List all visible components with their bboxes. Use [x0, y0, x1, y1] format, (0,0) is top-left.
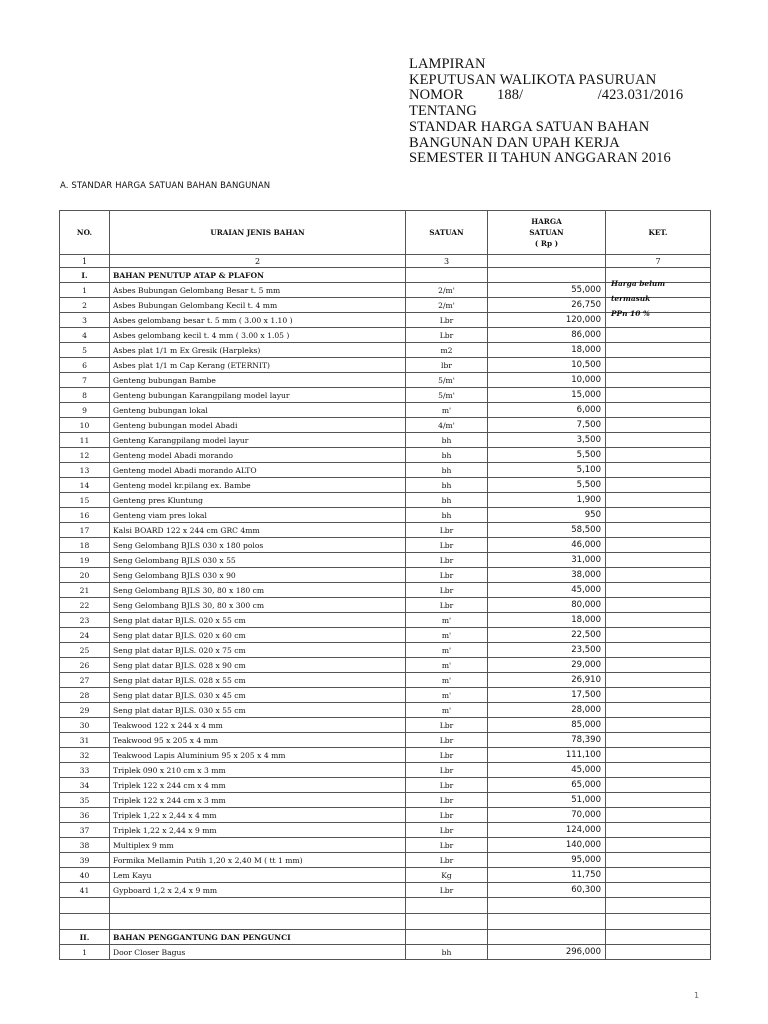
row-harga: 3,500 [488, 433, 606, 448]
table-row [60, 793, 711, 808]
table-row [60, 658, 711, 673]
row-uraian: Teakwood Lapis Aluminium 95 x 205 x 4 mm [110, 748, 406, 763]
row-harga: 5,100 [488, 463, 606, 478]
row-ket [606, 718, 711, 733]
row-harga: 6,000 [488, 403, 606, 418]
row-uraian: Asbes gelombang kecil t. 4 mm ( 3.00 x 1.05 ) [110, 328, 406, 343]
row-uraian: Seng Gelombang BJLS 30, 80 x 300 cm [110, 598, 406, 613]
row-ket [606, 748, 711, 763]
empty-cell [110, 914, 406, 930]
table-row [60, 748, 711, 763]
row-uraian: Triplek 1,22 x 2,44 x 4 mm [110, 808, 406, 823]
row-ket [606, 538, 711, 553]
header-line: NOMOR 188/ /423.031/2016 [409, 87, 684, 104]
table-row [60, 508, 711, 523]
row-no: 19 [60, 553, 110, 568]
row-satuan: bh [406, 493, 488, 508]
table-row [60, 403, 711, 418]
header-line: KEPUTUSAN WALIKOTA PASURUAN [409, 71, 657, 88]
row-harga: 45,000 [488, 763, 606, 778]
row-no: 37 [60, 823, 110, 838]
row-satuan: Lbr [406, 778, 488, 793]
row-ket [606, 373, 711, 388]
row-ket [606, 478, 711, 493]
row-harga: 10,000 [488, 373, 606, 388]
row-no: 20 [60, 568, 110, 583]
row-harga: 18,000 [488, 613, 606, 628]
table-row [60, 733, 711, 748]
row-ket [606, 688, 711, 703]
row-harga: 22,500 [488, 628, 606, 643]
row-uraian: Triplek 122 x 244 cm x 4 mm [110, 778, 406, 793]
header-satuan: SATUAN [406, 211, 488, 255]
row-no: 8 [60, 388, 110, 403]
table-row [60, 688, 711, 703]
row-harga: 140,000 [488, 838, 606, 853]
row-harga: 58,500 [488, 523, 606, 538]
row-no: 27 [60, 673, 110, 688]
row-no: 13 [60, 463, 110, 478]
ket-note-line: termasuk [611, 294, 651, 303]
row-ket [606, 658, 711, 673]
price-table [59, 210, 711, 960]
header-line: BANGUNAN DAN UPAH KERJA [409, 134, 620, 151]
row-ket [606, 583, 711, 598]
header-line: STANDAR HARGA SATUAN BAHAN [409, 118, 650, 135]
section-a-title: A. STANDAR HARGA SATUAN BAHAN BANGUNAN [60, 181, 271, 191]
row-no: 32 [60, 748, 110, 763]
row-no: 1 [60, 283, 110, 298]
table-row [60, 433, 711, 448]
table-row [60, 478, 711, 493]
table-row [60, 343, 711, 358]
row-ket [606, 598, 711, 613]
empty-cell [406, 268, 488, 283]
row-satuan: 4/m' [406, 418, 488, 433]
row-no: 33 [60, 763, 110, 778]
table-row [60, 868, 711, 883]
row-uraian: Asbes Bubungan Gelombang Besar t. 5 mm [110, 283, 406, 298]
row-uraian: Multiplex 9 mm [110, 838, 406, 853]
row-ket [606, 418, 711, 433]
row-no: 1 [60, 945, 110, 960]
table-row [60, 463, 711, 478]
row-ket [606, 613, 711, 628]
row-harga: 55,000 [488, 283, 606, 298]
document-header [409, 57, 729, 167]
row-no: 39 [60, 853, 110, 868]
table-row [60, 945, 711, 960]
row-satuan: Lbr [406, 808, 488, 823]
row-satuan: Lbr [406, 568, 488, 583]
row-satuan: 5/m' [406, 388, 488, 403]
row-satuan: m' [406, 643, 488, 658]
section-title: BAHAN PENGGANTUNG DAN PENGUNCI [110, 930, 406, 945]
table-row [60, 538, 711, 553]
row-no: 17 [60, 523, 110, 538]
table-row [60, 448, 711, 463]
table-row [60, 568, 711, 583]
row-ket [606, 868, 711, 883]
row-uraian: Seng Gelombang BJLS 030 x 55 [110, 553, 406, 568]
row-satuan: Lbr [406, 553, 488, 568]
row-satuan: lbr [406, 358, 488, 373]
row-satuan: Lbr [406, 763, 488, 778]
row-uraian: Seng plat datar BJLS. 028 x 90 cm [110, 658, 406, 673]
row-satuan: Lbr [406, 583, 488, 598]
row-satuan: m' [406, 628, 488, 643]
row-satuan: m2 [406, 343, 488, 358]
row-uraian: Genteng bubungan Karangpilang model layur [110, 388, 406, 403]
row-satuan: m' [406, 673, 488, 688]
row-no: 3 [60, 313, 110, 328]
row-uraian: Triplek 122 x 244 cm x 3 mm [110, 793, 406, 808]
row-harga: 11,750 [488, 868, 606, 883]
row-uraian: Genteng model Abadi morando [110, 448, 406, 463]
row-harga: 28,000 [488, 703, 606, 718]
row-no: 18 [60, 538, 110, 553]
table-row [60, 643, 711, 658]
header-ket: KET. [606, 211, 711, 255]
row-ket [606, 433, 711, 448]
row-uraian: Asbes gelombang besar t. 5 mm ( 3.00 x 1.10 ) [110, 313, 406, 328]
row-uraian: Genteng pres Kluntung [110, 493, 406, 508]
row-uraian: Seng plat datar BJLS. 020 x 55 cm [110, 613, 406, 628]
ket-note [611, 276, 707, 321]
row-uraian: Genteng viam pres lokal [110, 508, 406, 523]
empty-cell [488, 268, 606, 283]
table-row [60, 388, 711, 403]
row-satuan: 2/m' [406, 283, 488, 298]
table-row [60, 598, 711, 613]
row-harga: 46,000 [488, 538, 606, 553]
row-uraian: Seng Gelombang BJLS 30, 80 x 180 cm [110, 583, 406, 598]
row-no: 34 [60, 778, 110, 793]
ket-note-line: Harga belum [611, 279, 666, 288]
row-uraian: Seng Gelombang BJLS 030 x 180 polos [110, 538, 406, 553]
row-satuan: m' [406, 688, 488, 703]
row-satuan: Lbr [406, 838, 488, 853]
table-row [60, 553, 711, 568]
row-harga: 78,390 [488, 733, 606, 748]
row-uraian: Gypboard 1,2 x 2,4 x 9 mm [110, 883, 406, 898]
row-ket [606, 823, 711, 838]
row-satuan: m' [406, 613, 488, 628]
row-satuan: m' [406, 658, 488, 673]
row-satuan: Kg [406, 868, 488, 883]
row-ket [606, 358, 711, 373]
row-satuan: Lbr [406, 793, 488, 808]
empty-cell [606, 914, 711, 930]
row-ket [606, 733, 711, 748]
empty-cell [488, 930, 606, 945]
row-harga: 18,000 [488, 343, 606, 358]
row-harga: 80,000 [488, 598, 606, 613]
row-harga: 65,000 [488, 778, 606, 793]
column-number-row [60, 255, 711, 268]
row-ket [606, 763, 711, 778]
header-harga-line: ( Rp ) [534, 239, 559, 248]
section-title: BAHAN PENUTUP ATAP & PLAFON [110, 268, 406, 283]
row-no: 9 [60, 403, 110, 418]
header-line: LAMPIRAN [409, 56, 486, 72]
row-uraian: Genteng bubungan model Abadi [110, 418, 406, 433]
row-uraian: Asbes plat 1/1 m Cap Kerang (ETERNIT) [110, 358, 406, 373]
row-ket [606, 883, 711, 898]
row-no: 35 [60, 793, 110, 808]
empty-cell [606, 898, 711, 914]
header-harga-line: SATUAN [529, 228, 564, 237]
row-ket [606, 673, 711, 688]
row-uraian: Seng plat datar BJLS. 030 x 45 cm [110, 688, 406, 703]
row-harga: 26,910 [488, 673, 606, 688]
row-uraian: Door Closer Bagus [110, 945, 406, 960]
header-uraian: URAIAN JENIS BAHAN [110, 211, 406, 255]
row-harga: 10,500 [488, 358, 606, 373]
row-ket [606, 388, 711, 403]
page-number: 1 [694, 991, 700, 1000]
row-uraian: Seng Gelombang BJLS 030 x 90 [110, 568, 406, 583]
blank-row [60, 914, 711, 930]
row-harga: 296,000 [488, 945, 606, 960]
row-satuan: Lbr [406, 328, 488, 343]
row-harga: 5,500 [488, 448, 606, 463]
table-row [60, 373, 711, 388]
row-satuan: Lbr [406, 748, 488, 763]
row-ket [606, 568, 711, 583]
row-uraian: Teakwood 95 x 205 x 4 mm [110, 733, 406, 748]
row-uraian: Genteng model Abadi morando ALTO [110, 463, 406, 478]
row-no: 29 [60, 703, 110, 718]
table-row [60, 613, 711, 628]
row-no: 40 [60, 868, 110, 883]
row-harga: 15,000 [488, 388, 606, 403]
row-harga: 51,000 [488, 793, 606, 808]
row-no: 41 [60, 883, 110, 898]
row-no: 25 [60, 643, 110, 658]
table-row [60, 328, 711, 343]
row-satuan: Lbr [406, 523, 488, 538]
row-satuan: bh [406, 508, 488, 523]
row-uraian: Kalsi BOARD 122 x 244 cm GRC 4mm [110, 523, 406, 538]
row-satuan: m' [406, 403, 488, 418]
table-row [60, 673, 711, 688]
header-line: TENTANG [409, 103, 477, 120]
column-number: 7 [606, 255, 711, 268]
row-satuan: Lbr [406, 718, 488, 733]
row-ket [606, 793, 711, 808]
row-ket [606, 778, 711, 793]
table-row [60, 418, 711, 433]
row-ket [606, 448, 711, 463]
row-no: 2 [60, 298, 110, 313]
empty-cell [406, 914, 488, 930]
row-uraian: Seng plat datar BJLS. 028 x 55 cm [110, 673, 406, 688]
row-satuan: bh [406, 433, 488, 448]
row-uraian: Seng plat datar BJLS. 020 x 60 cm [110, 628, 406, 643]
row-harga: 31,000 [488, 553, 606, 568]
row-harga: 60,300 [488, 883, 606, 898]
empty-cell [488, 898, 606, 914]
row-harga: 7,500 [488, 418, 606, 433]
header-harga-line: HARGA [531, 217, 562, 226]
row-no: 22 [60, 598, 110, 613]
row-ket [606, 643, 711, 658]
row-ket [606, 853, 711, 868]
row-uraian: Triplek 090 x 210 cm x 3 mm [110, 763, 406, 778]
section-no: II. [60, 930, 110, 945]
empty-cell [488, 914, 606, 930]
row-satuan: bh [406, 478, 488, 493]
row-harga: 38,000 [488, 568, 606, 583]
row-no: 12 [60, 448, 110, 463]
row-no: 10 [60, 418, 110, 433]
table-row [60, 703, 711, 718]
row-harga: 29,000 [488, 658, 606, 673]
row-ket [606, 628, 711, 643]
table-header-row [60, 211, 711, 255]
section-row [60, 930, 711, 945]
row-uraian: Triplek 1,22 x 2,44 x 9 mm [110, 823, 406, 838]
table-row [60, 808, 711, 823]
row-ket [606, 808, 711, 823]
row-harga: 5,500 [488, 478, 606, 493]
row-ket [606, 508, 711, 523]
row-satuan: bh [406, 945, 488, 960]
row-harga: 23,500 [488, 643, 606, 658]
row-no: 14 [60, 478, 110, 493]
row-no: 16 [60, 508, 110, 523]
row-uraian: Genteng bubungan lokal [110, 403, 406, 418]
row-uraian: Genteng bubungan Bambe [110, 373, 406, 388]
row-ket [606, 328, 711, 343]
row-no: 7 [60, 373, 110, 388]
row-harga: 85,000 [488, 718, 606, 733]
row-harga: 124,000 [488, 823, 606, 838]
row-harga: 120,000 [488, 313, 606, 328]
row-ket [606, 703, 711, 718]
column-number: 2 [110, 255, 406, 268]
section-no: I. [60, 268, 110, 283]
table-row [60, 838, 711, 853]
row-ket [606, 403, 711, 418]
row-ket [606, 343, 711, 358]
ket-note-line: PPn 10 % [611, 309, 650, 318]
table-row [60, 883, 711, 898]
row-harga: 950 [488, 508, 606, 523]
blank-row [60, 898, 711, 914]
row-no: 6 [60, 358, 110, 373]
row-harga: 1,900 [488, 493, 606, 508]
empty-cell [110, 898, 406, 914]
header-harga [488, 211, 606, 255]
row-no: 21 [60, 583, 110, 598]
row-satuan: Lbr [406, 313, 488, 328]
table-row [60, 358, 711, 373]
row-no: 23 [60, 613, 110, 628]
row-uraian: Formika Mellamin Putih 1,20 x 2,40 M ( tt 1 mm) [110, 853, 406, 868]
row-satuan: Lbr [406, 538, 488, 553]
table-row [60, 778, 711, 793]
row-satuan: Lbr [406, 823, 488, 838]
row-harga: 111,100 [488, 748, 606, 763]
row-satuan: Lbr [406, 598, 488, 613]
row-no: 26 [60, 658, 110, 673]
table-row [60, 823, 711, 838]
table-row [60, 763, 711, 778]
row-no: 5 [60, 343, 110, 358]
row-satuan: 5/m' [406, 373, 488, 388]
row-satuan: Lbr [406, 733, 488, 748]
row-satuan: Lbr [406, 883, 488, 898]
header-no: NO. [60, 211, 110, 255]
row-uraian: Asbes Bubungan Gelombang Kecil t. 4 mm [110, 298, 406, 313]
row-harga: 95,000 [488, 853, 606, 868]
row-uraian: Lem Kayu [110, 868, 406, 883]
row-satuan: m' [406, 703, 488, 718]
row-no: 28 [60, 688, 110, 703]
row-uraian: Genteng Karangpilang model layur [110, 433, 406, 448]
row-satuan: Lbr [406, 853, 488, 868]
row-harga: 86,000 [488, 328, 606, 343]
row-satuan: bh [406, 448, 488, 463]
column-number: 3 [406, 255, 488, 268]
table-row [60, 853, 711, 868]
row-uraian: Genteng model kr.pilang ex. Bambe [110, 478, 406, 493]
row-harga: 45,000 [488, 583, 606, 598]
row-no: 31 [60, 733, 110, 748]
empty-cell [406, 930, 488, 945]
row-no: 4 [60, 328, 110, 343]
empty-cell [606, 930, 711, 945]
row-harga: 26,750 [488, 298, 606, 313]
row-uraian: Seng plat datar BJLS. 030 x 55 cm [110, 703, 406, 718]
row-no: 15 [60, 493, 110, 508]
row-no: 24 [60, 628, 110, 643]
empty-cell [60, 914, 110, 930]
row-harga: 70,000 [488, 808, 606, 823]
row-no: 30 [60, 718, 110, 733]
row-uraian: Teakwood 122 x 244 x 4 mm [110, 718, 406, 733]
row-harga: 17,500 [488, 688, 606, 703]
column-number [488, 255, 606, 268]
table-row [60, 493, 711, 508]
row-uraian: Seng plat datar BJLS. 020 x 75 cm [110, 643, 406, 658]
column-number: 1 [60, 255, 110, 268]
row-no: 38 [60, 838, 110, 853]
empty-cell [60, 898, 110, 914]
row-ket [606, 945, 711, 960]
table-row [60, 718, 711, 733]
table-row [60, 583, 711, 598]
row-satuan: 2/m' [406, 298, 488, 313]
row-ket [606, 463, 711, 478]
row-no: 36 [60, 808, 110, 823]
empty-cell [406, 898, 488, 914]
header-line: SEMESTER II TAHUN ANGGARAN 2016 [409, 150, 671, 167]
row-ket [606, 553, 711, 568]
table-row [60, 523, 711, 538]
row-satuan: bh [406, 463, 488, 478]
row-uraian: Asbes plat 1/1 m Ex Gresik (Harpleks) [110, 343, 406, 358]
row-no: 11 [60, 433, 110, 448]
row-ket [606, 523, 711, 538]
table-row [60, 628, 711, 643]
row-ket [606, 493, 711, 508]
row-ket [606, 838, 711, 853]
